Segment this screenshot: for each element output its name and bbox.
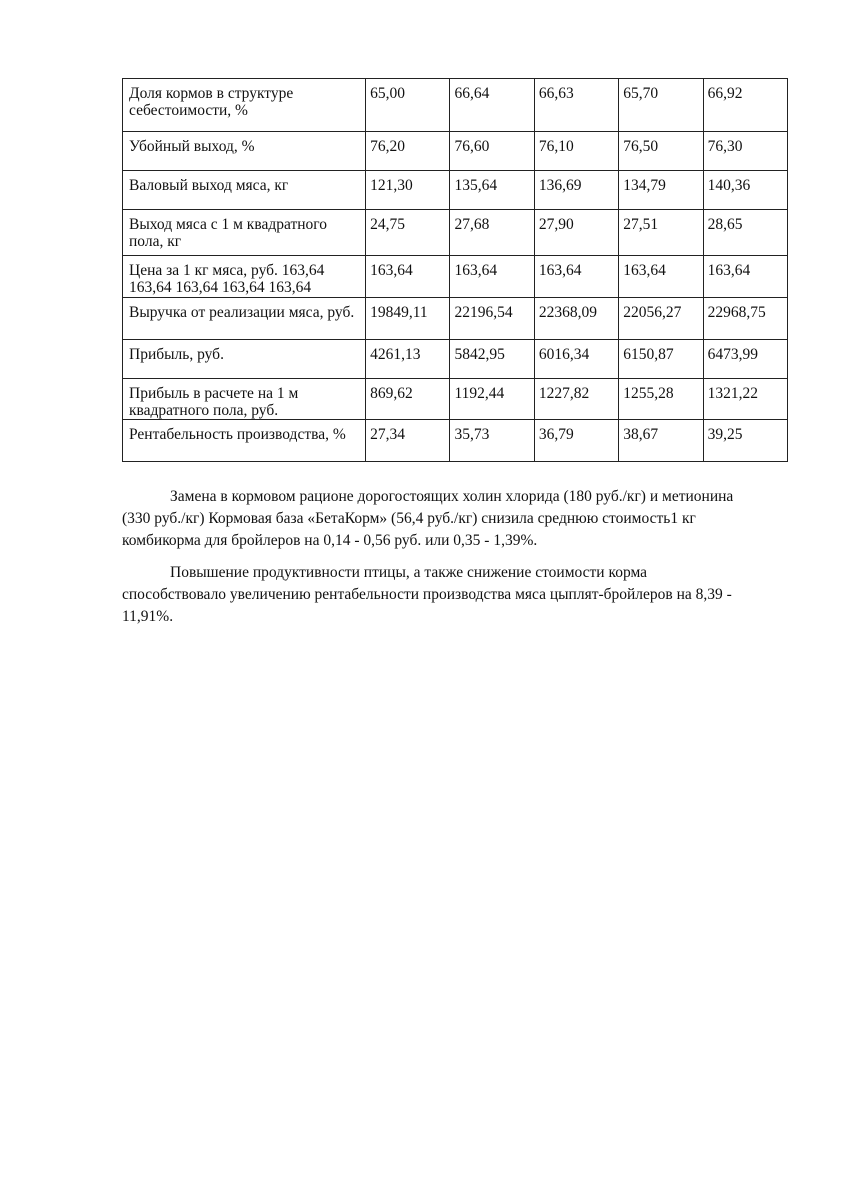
table-row [123, 340, 788, 379]
table-row [123, 210, 788, 256]
table-cell: 28,65 [703, 210, 787, 256]
row-label: Убойный выход, % [123, 132, 366, 171]
table-cell: 22368,09 [534, 298, 618, 340]
paragraph-profitability: Повышение продуктивности птицы, а также снижение стоимости корма способствовало увеличению рентабельности производства мяса цыплят-бройлеров на 8,39 - 11,91%. [122, 564, 732, 625]
results-table [122, 78, 788, 462]
table-cell: 163,64 [703, 256, 787, 298]
table-cell: 27,34 [366, 420, 450, 462]
table-cell: 1192,44 [450, 379, 534, 420]
table-cell: 24,75 [366, 210, 450, 256]
table-cell: 5842,95 [450, 340, 534, 379]
table-cell: 163,64 [450, 256, 534, 298]
table-row [123, 171, 788, 210]
table-cell: 134,79 [619, 171, 703, 210]
table-cell: 76,50 [619, 132, 703, 171]
table-cell: 1255,28 [619, 379, 703, 420]
table-cell: 22056,27 [619, 298, 703, 340]
table-cell: 66,92 [703, 79, 787, 132]
table-cell: 6016,34 [534, 340, 618, 379]
table-cell: 39,25 [703, 420, 787, 462]
table-cell: 27,90 [534, 210, 618, 256]
table-cell: 4261,13 [366, 340, 450, 379]
table-cell: 6473,99 [703, 340, 787, 379]
table-cell: 140,36 [703, 171, 787, 210]
table-cell: 35,73 [450, 420, 534, 462]
table-cell: 66,63 [534, 79, 618, 132]
row-label: Выход мяса с 1 м квадратного пола, кг [123, 210, 366, 256]
table-cell: 27,51 [619, 210, 703, 256]
table-cell: 65,00 [366, 79, 450, 132]
row-label: Рентабельность производства, % [123, 420, 366, 462]
table-row [123, 132, 788, 171]
table-cell: 6150,87 [619, 340, 703, 379]
row-label: Доля кормов в структуре себестоимости, % [123, 79, 366, 132]
table-cell: 76,20 [366, 132, 450, 171]
paragraph-feed-replacement: Замена в кормовом рационе дорогостоящих холин хлорида (180 руб./кг) и метионина (330 руб./кг) Кормовая база «БетаКорм» (56,4 руб./кг) снизила среднюю стоимость1 кг комбикорма для бройлеров на 0,14 - 0,56 руб. или 0,35 - 1,39%. [122, 488, 734, 549]
table-row [123, 256, 788, 298]
table-cell: 163,64 [366, 256, 450, 298]
table-cell: 36,79 [534, 420, 618, 462]
table-cell: 22196,54 [450, 298, 534, 340]
table-cell: 76,30 [703, 132, 787, 171]
table-row [123, 379, 788, 420]
table-cell: 1321,22 [703, 379, 787, 420]
table-cell: 163,64 [619, 256, 703, 298]
table-cell: 163,64 [534, 256, 618, 298]
row-label: Прибыль, руб. [123, 340, 366, 379]
table-cell: 22968,75 [703, 298, 787, 340]
table-cell: 19849,11 [366, 298, 450, 340]
table-row [123, 420, 788, 462]
table-cell: 121,30 [366, 171, 450, 210]
row-label: Прибыль в расчете на 1 м квадратного пола, руб. [123, 379, 366, 420]
table-cell: 65,70 [619, 79, 703, 132]
table-cell: 76,60 [450, 132, 534, 171]
table-cell: 869,62 [366, 379, 450, 420]
row-label: Валовый выход мяса, кг [123, 171, 366, 210]
table-row [123, 298, 788, 340]
table-cell: 27,68 [450, 210, 534, 256]
table-row [123, 79, 788, 132]
row-label: Выручка от реализации мяса, руб. [123, 298, 366, 340]
row-label: Цена за 1 кг мяса, руб. 163,64 163,64 163,64 163,64 163,64 [123, 256, 366, 298]
table-cell: 136,69 [534, 171, 618, 210]
table-cell: 76,10 [534, 132, 618, 171]
table-cell: 1227,82 [534, 379, 618, 420]
table-cell: 66,64 [450, 79, 534, 132]
table-cell: 38,67 [619, 420, 703, 462]
table-cell: 135,64 [450, 171, 534, 210]
